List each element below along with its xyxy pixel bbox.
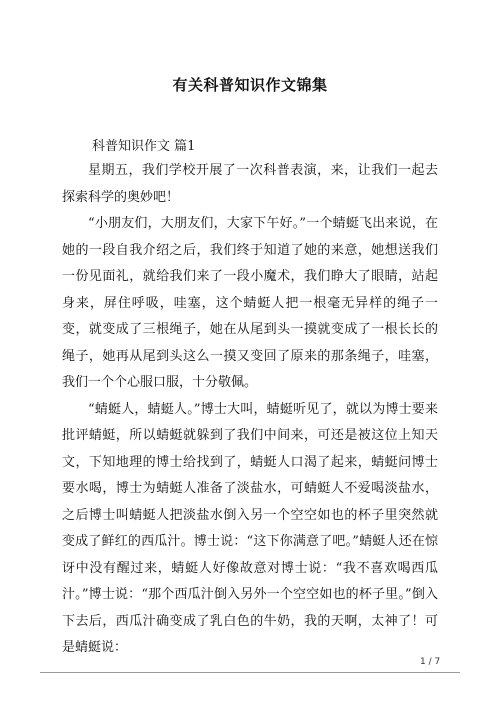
- paragraph-1: 星期五，我们学校开展了一次科普表演，来，让我们一起去探索科学的奥妙吧！: [62, 163, 438, 205]
- paragraph-3: “蜻蜓人，蜻蜓人。”博士大叫，蜻蜓听见了，就以为博士要来批评蜻蜓，所以蜻蜓就躲到了我们中间来，可还是被这位上知天文，下知地理的博士给找到了，蜻蜓人口渴了起来，蜻蜓问博士要水喝，博士为蜻蜓人准备了淡盐水，可蜻蜓人不爱喝淡盐水，之后博士叫蜻蜓人把淡盐水倒入另一个空空如也的杯子里突然就变成了鲜红的西瓜汁。博士说：“这下你满意了吧。”蜻蜓人还在惊讶中没有醒过来，蜻蜓人好像故意对博士说：“我不喜欢喝西瓜汁。”博士说：“那个西瓜汁倒入另外一个空空如也的杯子里。”倒入下去后，西瓜汁确变成了乳白色的牛奶，我的天啊，太神了！可是蜻蜓说：: [62, 401, 438, 655]
- footer-divider: [40, 672, 460, 673]
- section-heading: 科普知识作文 篇1: [92, 139, 196, 154]
- paragraph-2: “小朋友们，大朋友们，大家下午好。”一个蜻蜓飞出来说，在她的一段自我介绍之后，我们终于知道了她的来意，她想送我们一份见面礼，就给我们来了一段小魔术，我们睁大了眼睛，站起身来，屏住呼吸，哇塞，这个蜻蜓人把一根毫无异样的绳子一变，就变成了三根绳子，她在从尾到头一摸就变成了一根长长的绳子，她再从尾到头这么一摸又变回了原来的那条绳子，哇塞，我们一个个心服口服，十分敬佩。: [62, 216, 438, 390]
- page-number: 1 / 7: [420, 657, 441, 667]
- document-title: 有关科普知识作文锦集: [172, 76, 328, 94]
- document-body: [62, 136, 438, 662]
